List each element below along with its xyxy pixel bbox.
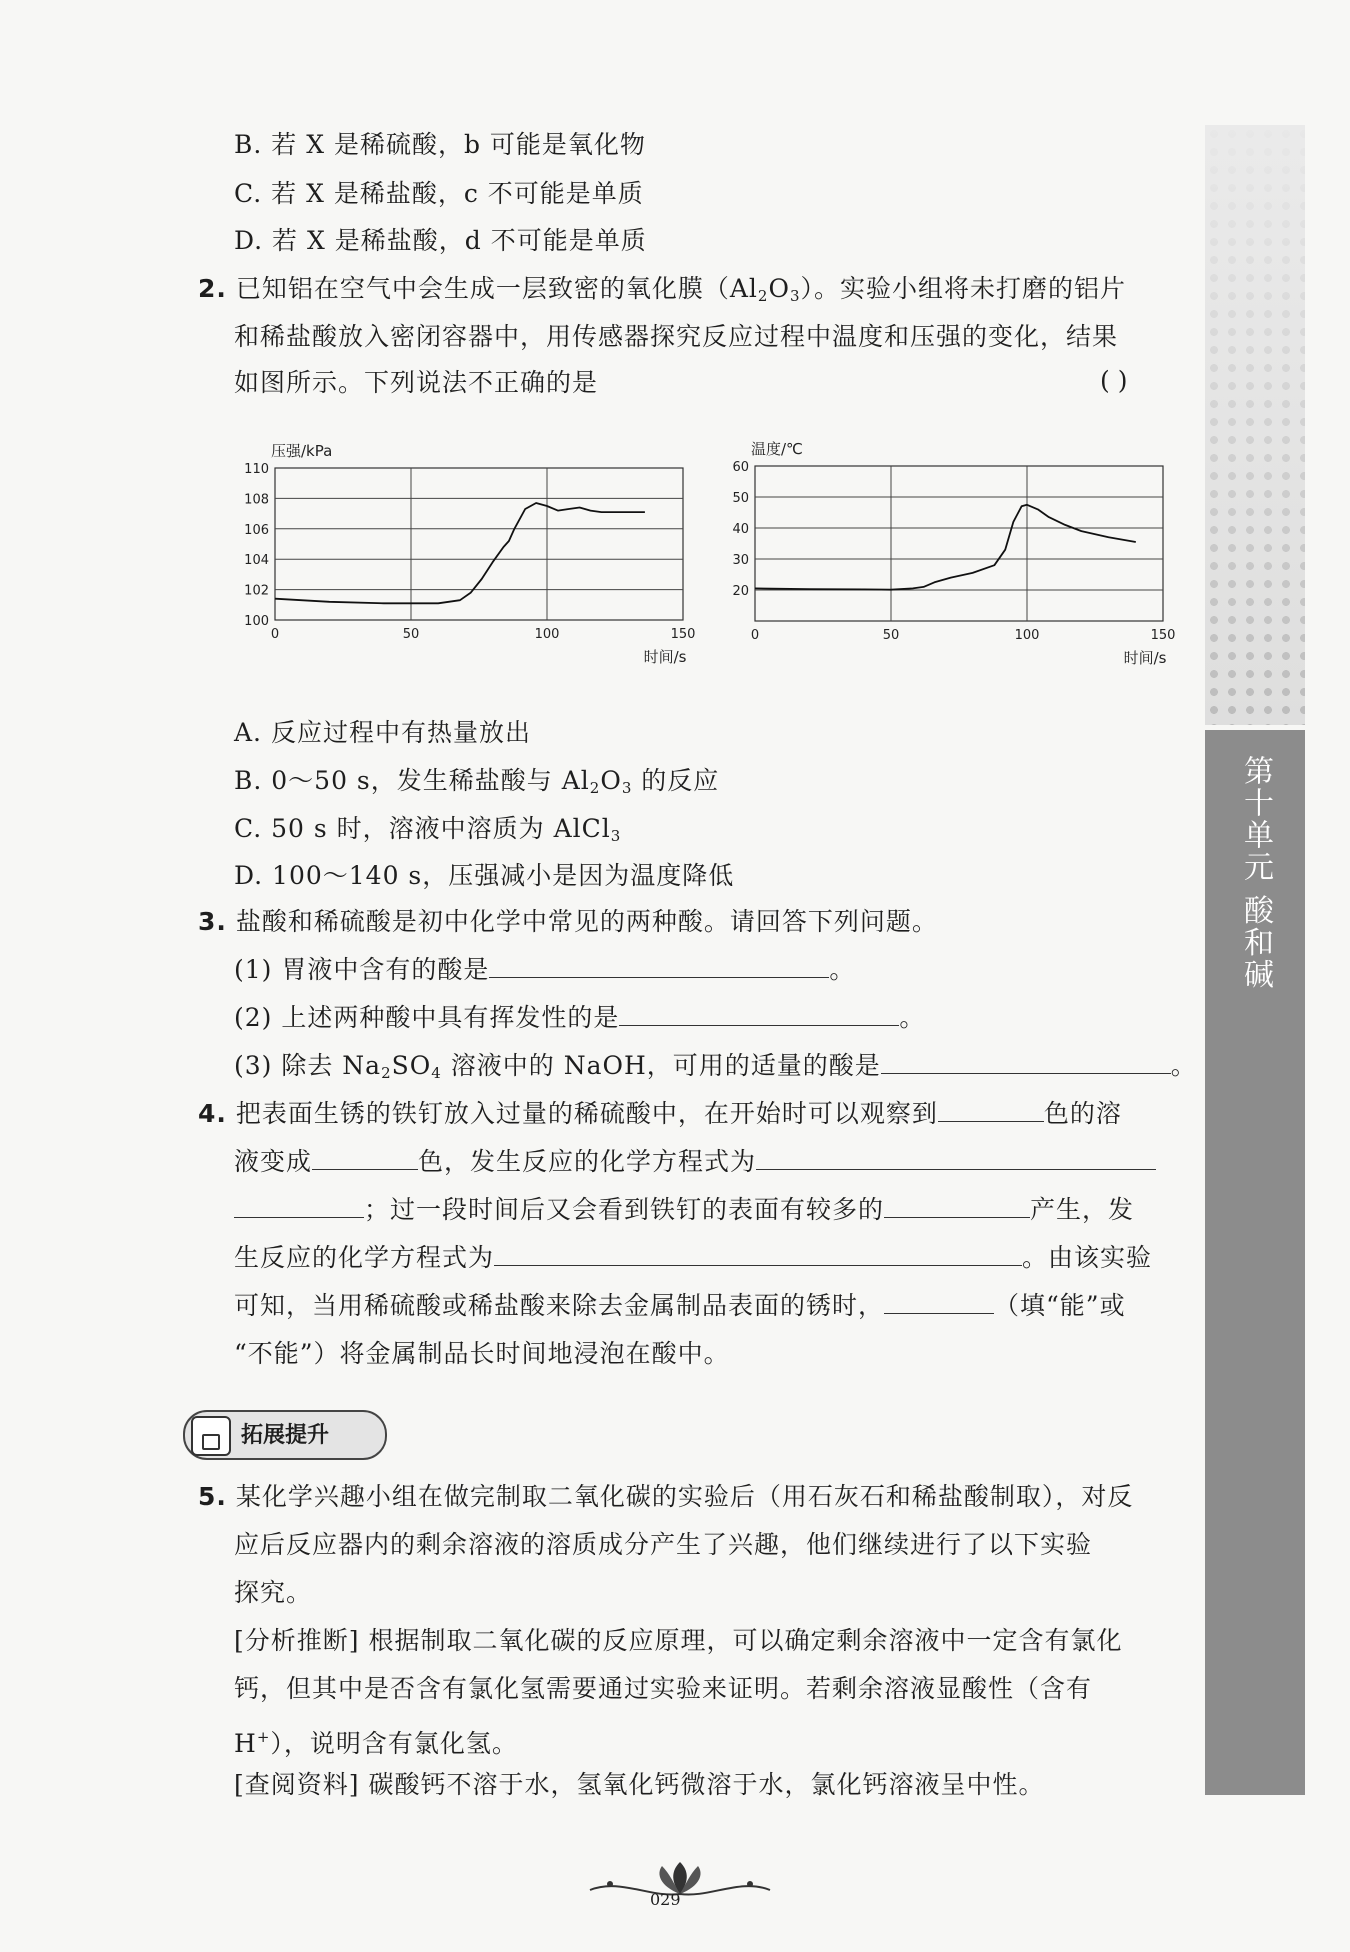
q5-line5: 钙，但其中是否含有氯化氢需要通过实验来证明。若剩余溶液显酸性（含有 — [234, 1674, 1093, 1703]
q5-line1 — [198, 1480, 1133, 1514]
unit-side-tab-title: 第十单元 酸和碱 — [1238, 755, 1273, 991]
answer-blank[interactable] — [234, 1193, 364, 1218]
temperature-chart-content — [732, 440, 1175, 667]
subscript: 3 — [789, 287, 801, 305]
q3-part1-text: (1) 胃液中含有的酸是 — [234, 955, 490, 984]
q4-text: 液变成 — [234, 1147, 313, 1176]
q2-option-d: D. 100～140 s，压强减小是因为温度降低 — [234, 861, 735, 890]
subscript: 3 — [610, 827, 622, 845]
x-tick-label: 100 — [1014, 628, 1040, 643]
q3-part3-text: (3) 除去 Na — [234, 1051, 382, 1080]
q4-line2 — [234, 1145, 1156, 1179]
q3-part2-text: (2) 上述两种酸中具有挥发性的是 — [234, 1003, 620, 1032]
x-axis-label: 时间/s — [1123, 649, 1167, 667]
q5-text: 某化学兴趣小组在做完制取二氧化碳的实验后（用石灰石和稀盐酸制取），对反 — [235, 1482, 1134, 1511]
section-badge-extension — [183, 1410, 387, 1460]
subscript: 2 — [381, 1064, 392, 1082]
q3-stem — [198, 905, 938, 939]
q2-text: 已知铝在空气中会生成一层致密的氧化膜（Al — [235, 274, 758, 303]
q5-line6 — [234, 1720, 518, 1761]
y-tick-label: 106 — [244, 522, 269, 538]
q5-number: 5. — [198, 1482, 227, 1511]
y-tick-label: 30 — [732, 553, 749, 568]
q1-option-c: C. 若 X 是稀盐酸，c 不可能是单质 — [234, 179, 644, 208]
q1-option-d: D. 若 X 是稀盐酸，d 不可能是单质 — [234, 226, 647, 255]
data-line — [275, 503, 645, 603]
subscript: 3 — [621, 779, 633, 797]
q4-line4 — [234, 1241, 1152, 1275]
q2-stem-line2: 和稀盐酸放入密闭容器中，用传感器探究反应过程中温度和压强的变化，结果 — [234, 322, 1119, 351]
y-axis-label: 压强/kPa — [271, 442, 333, 460]
q3-part1 — [234, 953, 855, 987]
q3-part2 — [234, 1001, 925, 1035]
q2-option-b-text: B. 0～50 s，发生稀盐酸与 Al — [234, 766, 590, 795]
q4-text: 产生，发 — [1030, 1195, 1135, 1224]
pressure-chart-content — [244, 442, 695, 666]
y-tick-label: 110 — [244, 462, 269, 477]
q4-text: ；过一段时间后又会看到铁钉的表面有较多的 — [364, 1195, 885, 1224]
y-tick-label: 20 — [732, 584, 749, 599]
q4-text: （填“能”或 — [994, 1291, 1126, 1320]
q3-number: 3. — [198, 907, 227, 936]
superscript: + — [256, 1728, 271, 1746]
q3-part3-end: 。 — [1170, 1051, 1197, 1080]
q3-part3-text: SO — [391, 1051, 432, 1080]
x-tick-label: 100 — [534, 627, 560, 642]
q5-line3: 探究。 — [234, 1578, 313, 1607]
q4-text: 色的溶 — [1043, 1099, 1122, 1128]
q2-option-b-text: 的反应 — [632, 766, 720, 795]
q5-text: ），说明含有氯化氢。 — [270, 1729, 518, 1758]
plot-frame — [755, 466, 1163, 621]
subscript: 2 — [589, 779, 601, 797]
q4-text: 把表面生锈的铁钉放入过量的稀硫酸中，在开始时可以观察到 — [235, 1099, 938, 1128]
q4-line1 — [198, 1097, 1122, 1131]
page-number: 029 — [650, 1890, 681, 1909]
q4-number: 4. — [198, 1099, 227, 1128]
q1-option-b: B. 若 X 是稀硫酸，b 可能是氧化物 — [234, 130, 646, 159]
x-tick-label: 150 — [670, 627, 696, 642]
side-dot-fade — [1205, 125, 1305, 725]
data-line — [755, 505, 1136, 590]
answer-blank[interactable] — [881, 1049, 1171, 1074]
q2-option-b-text: O — [600, 766, 622, 795]
q5-line7: [查阅资料] 碳酸钙不溶于水，氢氧化钙微溶于水，氯化钙溶液呈中性。 — [234, 1770, 1045, 1799]
q2-stem-line3: 如图所示。下列说法不正确的是 — [234, 368, 599, 397]
pressure-chart — [230, 428, 710, 678]
q4-line5 — [234, 1289, 1126, 1323]
temperature-chart — [710, 428, 1190, 678]
q3-part3-text: 溶液中的 NaOH，可用的适量的酸是 — [441, 1051, 881, 1080]
q4-line3 — [234, 1193, 1134, 1227]
y-tick-label: 108 — [244, 492, 269, 508]
q2-number: 2. — [198, 274, 227, 303]
q3-part2-end: 。 — [899, 1003, 926, 1032]
q5-line4: [分析推断] 根据制取二氧化碳的反应原理，可以确定剩余溶液中一定含有氯化 — [234, 1626, 1123, 1655]
y-tick-label: 50 — [732, 491, 749, 506]
answer-blank[interactable] — [494, 1241, 1022, 1266]
q4-text: 色，发生反应的化学方程式为 — [418, 1147, 757, 1176]
x-tick-label: 0 — [750, 628, 760, 643]
answer-blank[interactable] — [312, 1145, 418, 1170]
y-tick-label: 100 — [244, 614, 269, 629]
q5-text: H — [234, 1729, 257, 1758]
x-tick-label: 50 — [402, 627, 420, 642]
answer-paren: ( ) — [1100, 366, 1128, 395]
answer-blank[interactable] — [619, 1001, 899, 1026]
section-badge-label: 拓展提升 — [241, 1423, 330, 1448]
q5-line2: 应后反应器内的剩余溶液的溶质成分产生了兴趣，他们继续进行了以下实验 — [234, 1530, 1093, 1559]
q4-text: 可知，当用稀硫酸或稀盐酸来除去金属制品表面的锈时， — [234, 1291, 885, 1320]
x-tick-label: 50 — [882, 628, 900, 643]
q3-part3: (3) 除去 $Na_2SO_4$ 溶液中的 NaOH，可用的适量的酸是 。 — [234, 1051, 1197, 1082]
x-tick-label: 150 — [1150, 628, 1176, 643]
q2-option-c-text: C. 50 s 时，溶液中溶质为 AlCl — [234, 814, 611, 843]
x-axis-label: 时间/s — [643, 648, 687, 666]
y-tick-label: 60 — [732, 460, 749, 475]
y-tick-label: 104 — [244, 553, 269, 569]
q2-text: ）。实验小组将未打磨的铝片 — [800, 274, 1127, 303]
q4-line6: “不能”）将金属制品长时间地浸泡在酸中。 — [234, 1339, 730, 1368]
q2-option-a: A. 反应过程中有热量放出 — [234, 718, 531, 747]
q4-text: 。由该实验 — [1022, 1243, 1153, 1272]
subscript: 2 — [757, 287, 769, 305]
q3-part1-end: 。 — [829, 955, 856, 984]
q2-text: O — [768, 274, 790, 303]
x-tick-label: 0 — [270, 627, 280, 642]
answer-blank[interactable] — [884, 1289, 994, 1314]
answer-blank[interactable] — [938, 1097, 1044, 1122]
answer-blank[interactable] — [756, 1145, 1156, 1170]
q2-stem-line1 — [198, 272, 1126, 313]
q4-text: 生反应的化学方程式为 — [234, 1243, 495, 1272]
y-tick-label: 102 — [244, 583, 269, 599]
y-axis-label: 温度/℃ — [751, 440, 803, 458]
y-tick-label: 40 — [732, 522, 749, 537]
answer-blank[interactable] — [489, 953, 829, 978]
floppy-disk-icon — [191, 1416, 231, 1456]
q2-option-b — [234, 764, 719, 805]
q2-option-c — [234, 812, 621, 853]
answer-blank[interactable] — [884, 1193, 1030, 1218]
q3-text: 盐酸和稀硫酸是初中化学中常见的两种酸。请回答下列问题。 — [235, 907, 938, 936]
plot-frame — [275, 468, 683, 620]
